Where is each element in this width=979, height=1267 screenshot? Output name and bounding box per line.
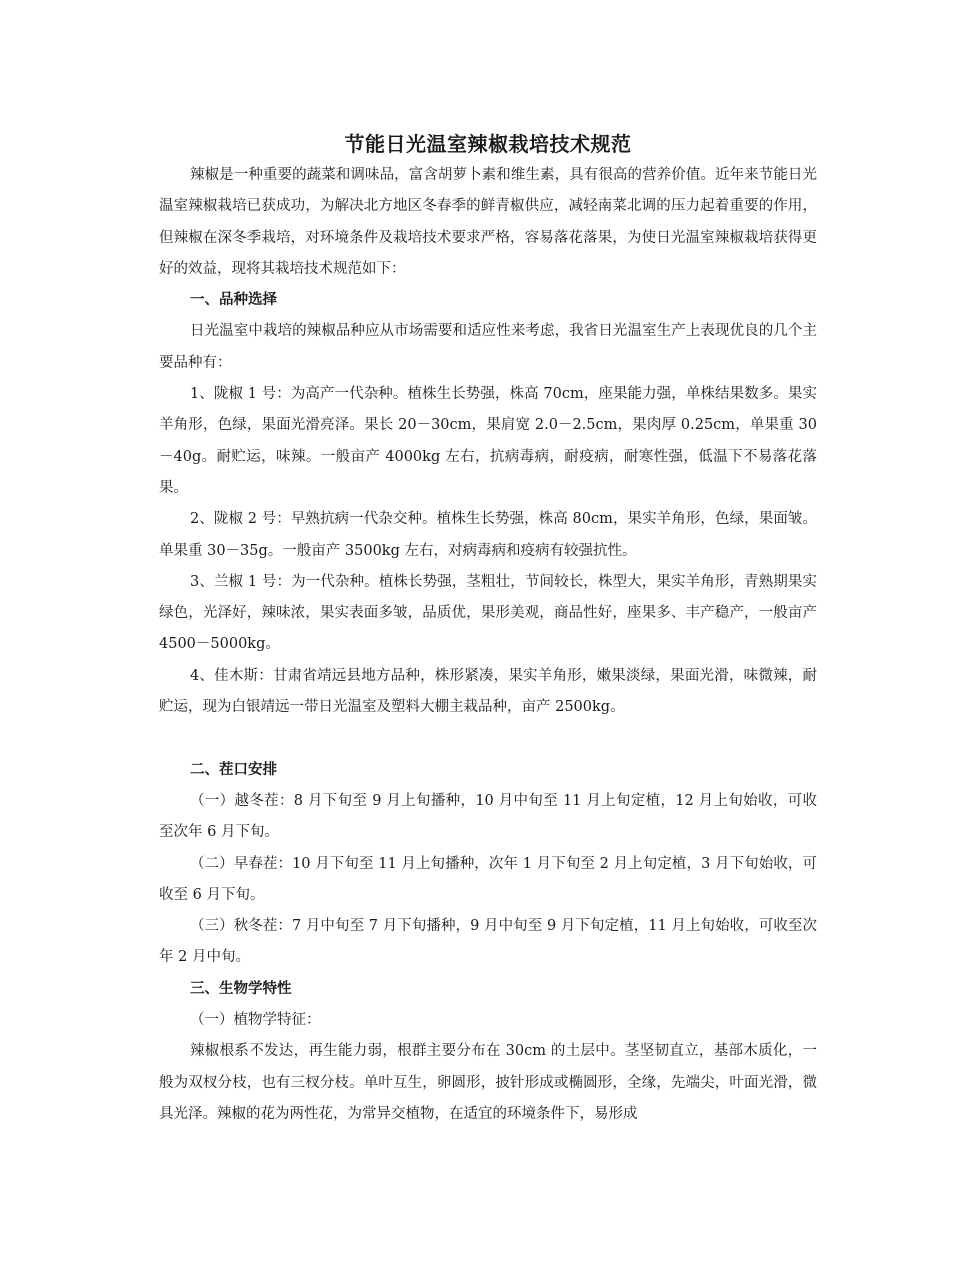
document-page bbox=[159, 128, 817, 1130]
variety-paragraph: 1、陇椒 1 号：为高产一代杂种。植株生长势强，株高 70cm，座果能力强，单株结果数多。果实羊角形，色绿，果面光滑亮泽。果长 20－30cm，果肩宽 2.0－2.5cm，果肉厚 0.25cm，单果重 30－40g。耐贮运，味辣。一般亩产 4000kg 左右，抗病毒病，耐疫病，耐寒性强，低温下不易落花落果。 bbox=[159, 386, 817, 496]
section-heading-varieties: 一、品种选择 bbox=[190, 292, 277, 309]
section-heading-cropping: 二、茬口安排 bbox=[190, 761, 277, 778]
varieties-intro-paragraph: 日光温室中栽培的辣椒品种应从市场需要和适应性来考虑，我省日光温室生产上表现优良的几个主要品种有： bbox=[159, 323, 817, 371]
document-title: 节能日光温室辣椒栽培技术规范 bbox=[344, 132, 632, 156]
section-heading-biology: 三、生物学特性 bbox=[190, 980, 292, 997]
variety-paragraph: 3、兰椒 1 号：为一代杂种。植株长势强，茎粗壮，节间较长，株型大，果实羊角形，青熟期果实绿色，光泽好，辣味浓，果实表面多皱，品质优，果形美观，商品性好，座果多、丰产稳产，一般亩产 4500－5000kg。 bbox=[159, 573, 817, 653]
subsection-heading-botany: （一）植物学特征： bbox=[190, 1012, 321, 1029]
cropping-paragraph: （三）秋冬茬：7 月中旬至 7 月下旬播种，9 月中旬至 9 月下旬定植，11 月上旬始收，可收至次年 2 月中旬。 bbox=[159, 918, 817, 966]
intro-paragraph: 辣椒是一种重要的蔬菜和调味品，富含胡萝卜素和维生素，具有很高的营养价值。近年来节能日光温室辣椒栽培已获成功，为解决北方地区冬春季的鲜青椒供应，减轻南菜北调的压力起着重要的作用，但辣椒在深冬季栽培，对环境条件及栽培技术要求严格，容易落花落果，为使日光温室辣椒栽培获得更好的效益，现将其栽培技术规范如下： bbox=[159, 167, 817, 277]
cropping-paragraph: （一）越冬茬：8 月下旬至 9 月上旬播种，10 月中旬至 11 月上旬定植，12 月上旬始收，可收至次年 6 月下旬。 bbox=[159, 792, 817, 841]
paragraph-gap bbox=[159, 723, 817, 754]
variety-paragraph: 4、佳木斯：甘肃省靖远县地方品种，株形紧凑，果实羊角形，嫩果淡绿，果面光滑，味微辣，耐贮运，现为白银靖远一带日光温室及塑料大棚主栽品种，亩产 2500kg。 bbox=[159, 667, 817, 716]
botany-paragraph: 辣椒根系不发达，再生能力弱，根群主要分布在 30cm 的土层中。茎坚韧直立，基部木质化，一般为双杈分枝，也有三杈分枝。单叶互生，卵圆形，披针形成或椭圆形，全缘，先端尖，叶面光滑，微具光泽。辣椒的花为两性花，为常异交植物，在适宜的环境条件下，易形成 bbox=[159, 1043, 817, 1122]
cropping-paragraph: （二）早春茬：10 月下旬至 11 月上旬播种，次年 1 月下旬至 2 月上旬定植，3 月下旬始收，可收至 6 月下旬。 bbox=[159, 855, 817, 903]
variety-paragraph: 2、陇椒 2 号：早熟抗病一代杂交种。植株生长势强，株高 80cm，果实羊角形，色绿，果面皱。单果重 30－35g。一般亩产 3500kg 左右，对病毒病和疫病有较强抗性。 bbox=[159, 511, 817, 559]
